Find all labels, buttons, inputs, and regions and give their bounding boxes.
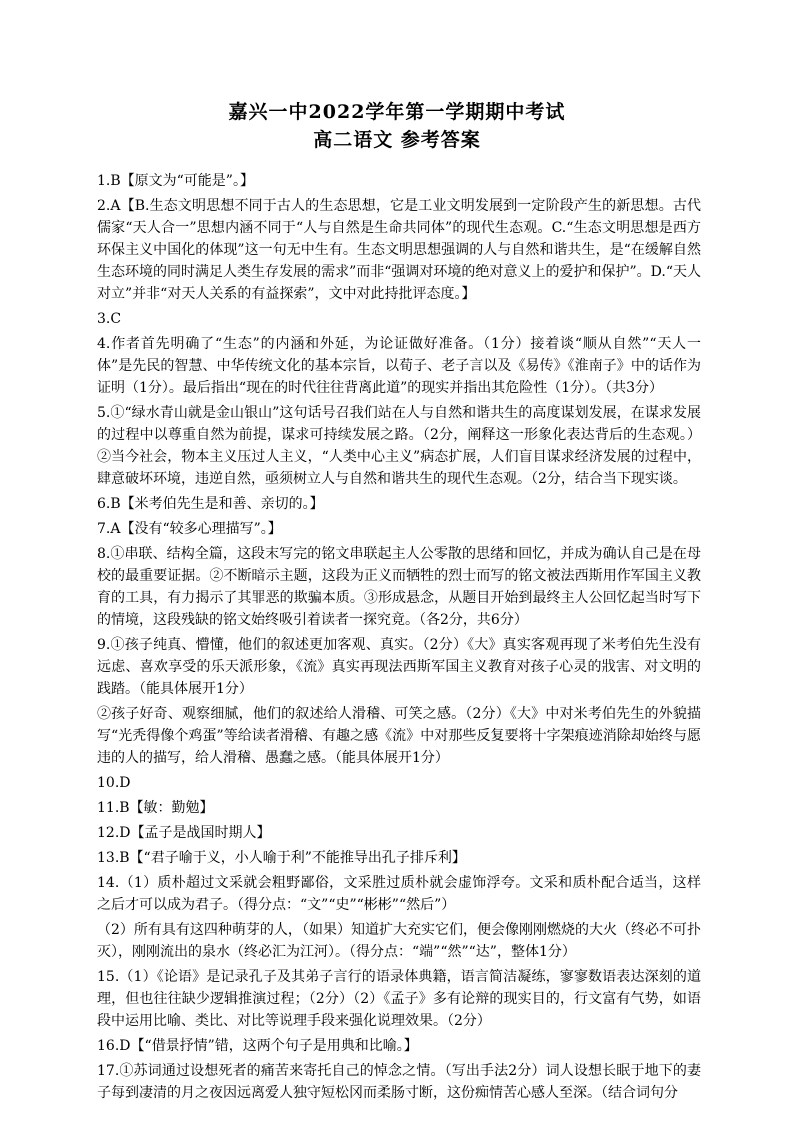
answer-11: 11.B【敏：勤勉】 [97, 800, 214, 816]
answer-14-part-2: （2）所有具有这四种萌芽的人，（如果）知道扩大充实它们，便会像刚刚燃烧的大火（终必不可扑灭），刚刚流出的泉水（终必汇为江河）。（得分点：“端”“然”“达”，整体1分） [97, 922, 701, 960]
answer-13: 13.B【“君子喻于义，小人喻于利”不能推导出孔子排斥利】 [97, 850, 466, 866]
answer-7: 7.A【没有“较多心理描写”。】 [97, 521, 282, 537]
header [0, 98, 794, 154]
answer-3: 3.C [97, 311, 122, 327]
page-title: 嘉兴一中2022学年第一学期期中考试 [228, 101, 566, 123]
answer-17: 17.①苏词通过设想死者的痛苦来寄托自己的悼念之情。（写出手法2分）词人设想长眠于地下的妻子每到凄清的月之夜因远离爱人独守短松冈而柔肠寸断，这份痴情苦心感人至深。（结合词句分 [97, 1063, 701, 1101]
page-subtitle: 高二语文 参考答案 [313, 129, 481, 151]
answer-6: 6.B【米考伯先生是和善、亲切的。】 [97, 496, 324, 512]
answer-12: 12.D【孟子是战国时期人】 [97, 825, 271, 841]
answer-15: 15.（1）《论语》是记录孔子及其弟子言行的语录体典籍，语言简洁凝练，寥寥数语表达深刻的道理，但也往往缺少逻辑推演过程；（2分）（2）《孟子》多有论辩的现实目的，行文富有气势，如语段中运用比喻、类比、对比等说理手段来强化说理效果。（2分） [97, 969, 701, 1029]
answer-10: 10.D [97, 775, 131, 791]
answer-4: 4.作者首先明确了“生态”的内涵和外延，为论证做好准备。（1分）接着谈“顺从自然”“天人一体”是先民的智慧、中华传统文化的基本宗旨，以荀子、老子言以及《易传》《淮南子》中的话作为证明（1分）。最后指出“现在的时代往往背离此道”的现实并指出其危险性（1分）。（共3分） [97, 336, 701, 396]
answer-16: 16.D【“借景抒情”错，这两个句子是用典和比喻。】 [97, 1038, 418, 1054]
answer-list [97, 170, 701, 1107]
answer-1: 1.B【原文为“可能是”。】 [97, 173, 254, 189]
answer-8: 8.①串联、结构全篇，这段末写完的铭文串联起主人公零散的思绪和回忆，并成为确认自己是在母校的最重要证据。②不断暗示主题，这段为正义而牺牲的烈士而写的铭文被法西斯用作军国主义教育的工具，有力揭示了其罪恶的欺骗本质。③形成悬念，从题目开始到最终主人公回忆起当时写下的情境，这段残缺的铭文始终吸引着读者一探究竟。（各2分，共6分） [97, 546, 701, 628]
answer-14-part-1: 14.（1）质朴超过文采就会粗野鄙俗，文采胜过质朴就会虚饰浮夸。文采和质朴配合适当，这样之后才可以成为君子。（得分点：“文”“史”“彬彬”“然后”） [97, 875, 701, 913]
answer-2: 2.A【B.生态文明思想不同于古人的生态思想，它是工业文明发展到一定阶段产生的新思想。古代儒家“天人合一”思想内涵不同于“人与自然是生命共同体”的现代生态观。C.“生态文明思想是西方环保主义中国化的体现”这一句无中生有。生态文明思想强调的人与自然和谐共生，是“在缓解自然生态环境的同时满足人类生存发展的需求”而非“强调对环境的绝对意义上的爱护和保护”。D.“天人对立”并非“对天人关系的有益探索”，文中对此持批评态度。】 [97, 198, 701, 302]
answer-5: 5.①“绿水青山就是金山银山”这句话号召我们站在人与自然和谐共生的高度谋划发展，在谋求发展的过程中以尊重自然为前提，谋求可持续发展之路。（2分，阐释这一形象化表达背后的生态观。）②当今社会，物本主义压过人主义，“人类中心主义”病态扩展，人们盲目谋求经济发展的过程中，肆意破坏环境，违逆自然，亟须树立人与自然和谐共生的现代生态观。（2分，结合当下现实谈。 [97, 405, 701, 487]
answer-9-part-1: 9.①孩子纯真、懵懂，他们的叙述更加客观、真实。（2分）《大》真实客观再现了米考伯先生没有远虑、喜欢享受的乐天派形象，《流》真实再现法西斯军国主义教育对孩子心灵的戕害、对文明的践踏。（能具体展开1分） [97, 637, 701, 697]
answer-9-part-2: ②孩子好奇、观察细腻，他们的叙述给人滑稽、可笑之感。（2分）《大》中对米考伯先生的外貌描写“光秃得像个鸡蛋”等给读者滑稽、有趣之感《流》中对那些反复要将十字架痕迹消除却始终与愿违的人的描写，给人滑稽、愚蠢之感。（能具体展开1分） [97, 706, 701, 766]
